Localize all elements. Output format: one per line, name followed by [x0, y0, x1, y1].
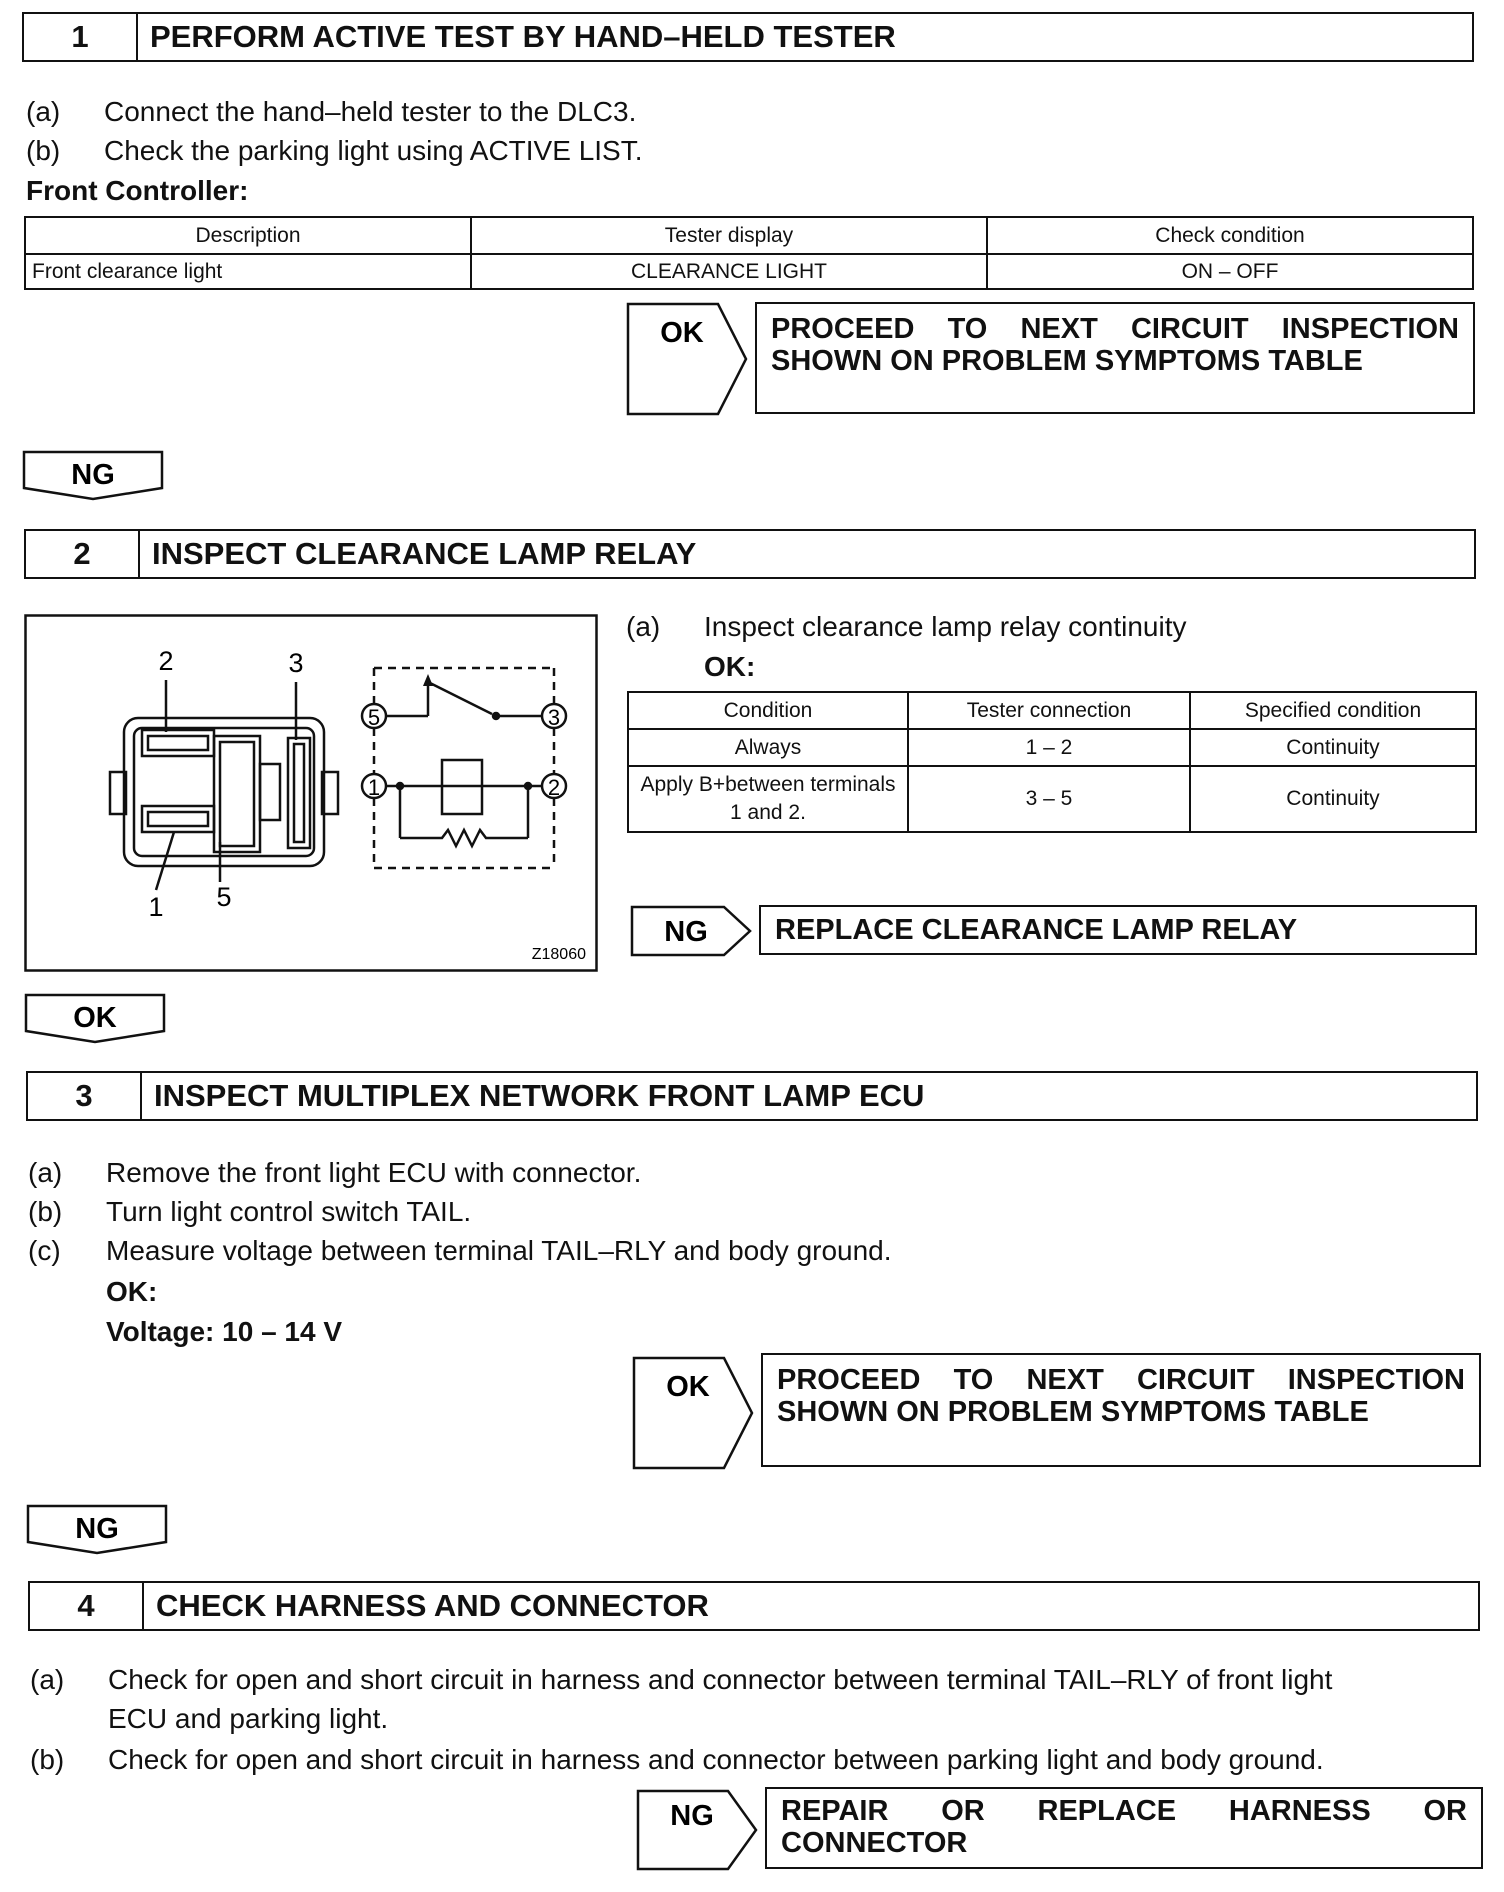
instruction-line	[28, 1195, 471, 1229]
table-cell: CLEARANCE LIGHT	[471, 254, 987, 289]
ng-result-box	[765, 1787, 1483, 1869]
flow-tab-ng	[22, 450, 166, 502]
item-text: Turn light control switch TAIL.	[106, 1196, 472, 1227]
step-title: PERFORM ACTIVE TEST BY HAND–HELD TESTER	[150, 19, 896, 54]
instruction-line	[28, 1234, 892, 1268]
terminal-label: 2	[547, 775, 561, 800]
result-text: PROCEED TO NEXT CIRCUIT INSPECTION	[777, 1364, 1465, 1396]
terminal-label: 5	[367, 705, 381, 730]
instruction-line	[626, 610, 1186, 644]
step-3-header	[26, 1071, 1478, 1121]
item-label: (b)	[28, 1196, 63, 1227]
ng-label: NG	[670, 1800, 714, 1832]
item-text: ECU and parking light.	[108, 1703, 389, 1734]
item-text: Inspect clearance lamp relay continuity	[704, 611, 1187, 642]
instruction-line	[28, 1156, 641, 1190]
table-cell: Apply B+between terminals 1 and 2.	[628, 766, 908, 832]
table-header: Tester connection	[908, 692, 1190, 729]
pin-label: 3	[288, 648, 304, 678]
subheading: Front Controller:	[26, 175, 249, 206]
table-header: Specified condition	[1190, 692, 1476, 729]
table-cell: 3 – 5	[908, 766, 1190, 832]
instruction-line	[26, 134, 643, 168]
item-label: (b)	[26, 135, 61, 166]
item-text: Remove the front light ECU with connector.	[106, 1157, 642, 1188]
result-text: REPAIR OR REPLACE HARNESS OR	[781, 1795, 1467, 1827]
ok-label: OK	[660, 317, 704, 349]
result-text: REPLACE CLEARANCE LAMP RELAY	[775, 914, 1298, 946]
table-header: Tester display	[471, 217, 987, 254]
relay-circuit-schematic	[362, 668, 566, 868]
terminal-label: 3	[547, 705, 561, 730]
table-cell: Always	[628, 729, 908, 766]
instruction-line	[30, 1743, 1324, 1777]
step-number: 4	[30, 1583, 144, 1629]
relay-connector-drawing	[110, 680, 338, 890]
continuity-table	[627, 691, 1477, 833]
table-header: Description	[25, 217, 471, 254]
item-text: Check the parking light using ACTIVE LIST.	[104, 135, 643, 166]
spec-value: Voltage: 10 – 14 V	[106, 1316, 343, 1347]
ok-label: OK	[666, 1371, 710, 1403]
item-text: Check for open and short circuit in harness and connector between terminal TAIL–RLY of front light	[108, 1664, 1333, 1695]
flow-tab-ok	[24, 993, 168, 1045]
item-label: (a)	[26, 96, 61, 127]
ok-result-box	[761, 1353, 1481, 1467]
flow-label: NG	[75, 1513, 119, 1545]
ng-result-box	[759, 905, 1477, 955]
item-text: Measure voltage between terminal TAIL–RLY and body ground.	[106, 1235, 892, 1266]
table-header: Condition	[628, 692, 908, 729]
table-cell: Continuity	[1190, 729, 1476, 766]
pin-label: 5	[216, 882, 232, 912]
item-text: Check for open and short circuit in harness and connector between parking light and body ground.	[108, 1744, 1324, 1775]
result-text: SHOWN ON PROBLEM SYMPTOMS TABLE	[777, 1396, 1369, 1428]
flow-tab-ng	[26, 1504, 170, 1556]
step-title: CHECK HARNESS AND CONNECTOR	[156, 1588, 709, 1623]
ng-arrow	[636, 1789, 760, 1871]
item-label: (a)	[626, 611, 661, 642]
instruction-line	[108, 1702, 388, 1736]
step-4-header	[28, 1581, 1480, 1631]
instruction-line	[30, 1663, 1332, 1697]
table-cell: Continuity	[1190, 766, 1476, 832]
relay-diagram	[24, 614, 598, 972]
table-header: Check condition	[987, 217, 1473, 254]
item-label: (a)	[30, 1664, 65, 1695]
terminal-label: 1	[367, 775, 381, 800]
ok-arrow	[626, 302, 750, 416]
ok-heading: OK:	[704, 651, 756, 682]
active-test-table	[24, 216, 1474, 290]
ok-arrow	[632, 1356, 756, 1470]
step-number: 1	[24, 14, 138, 60]
table-cell: Front clearance light	[25, 254, 471, 289]
item-text: Connect the hand–held tester to the DLC3.	[104, 96, 637, 127]
flow-label: NG	[71, 459, 115, 491]
item-label: (c)	[28, 1235, 61, 1266]
table-cell: ON – OFF	[987, 254, 1473, 289]
step-1-header	[22, 12, 1474, 62]
pin-label: 1	[148, 892, 164, 922]
step-title: INSPECT MULTIPLEX NETWORK FRONT LAMP ECU	[154, 1078, 925, 1113]
ng-arrow	[630, 905, 754, 957]
flow-label: OK	[73, 1002, 117, 1034]
ng-label: NG	[664, 916, 708, 948]
table-cell: 1 – 2	[908, 729, 1190, 766]
item-label: (a)	[28, 1157, 63, 1188]
step-title: INSPECT CLEARANCE LAMP RELAY	[152, 536, 697, 571]
result-text: CONNECTOR	[781, 1827, 968, 1859]
instruction-line	[26, 95, 636, 129]
step-number: 3	[28, 1073, 142, 1119]
step-2-header	[24, 529, 1476, 579]
result-text: PROCEED TO NEXT CIRCUIT INSPECTION	[771, 313, 1459, 345]
item-label: (b)	[30, 1744, 65, 1775]
step-number: 2	[26, 531, 140, 577]
ok-heading: OK:	[106, 1276, 158, 1307]
pin-label: 2	[158, 646, 174, 676]
figure-code: Z18060	[531, 946, 586, 963]
result-text: SHOWN ON PROBLEM SYMPTOMS TABLE	[771, 345, 1363, 377]
ok-result-box	[755, 302, 1475, 414]
